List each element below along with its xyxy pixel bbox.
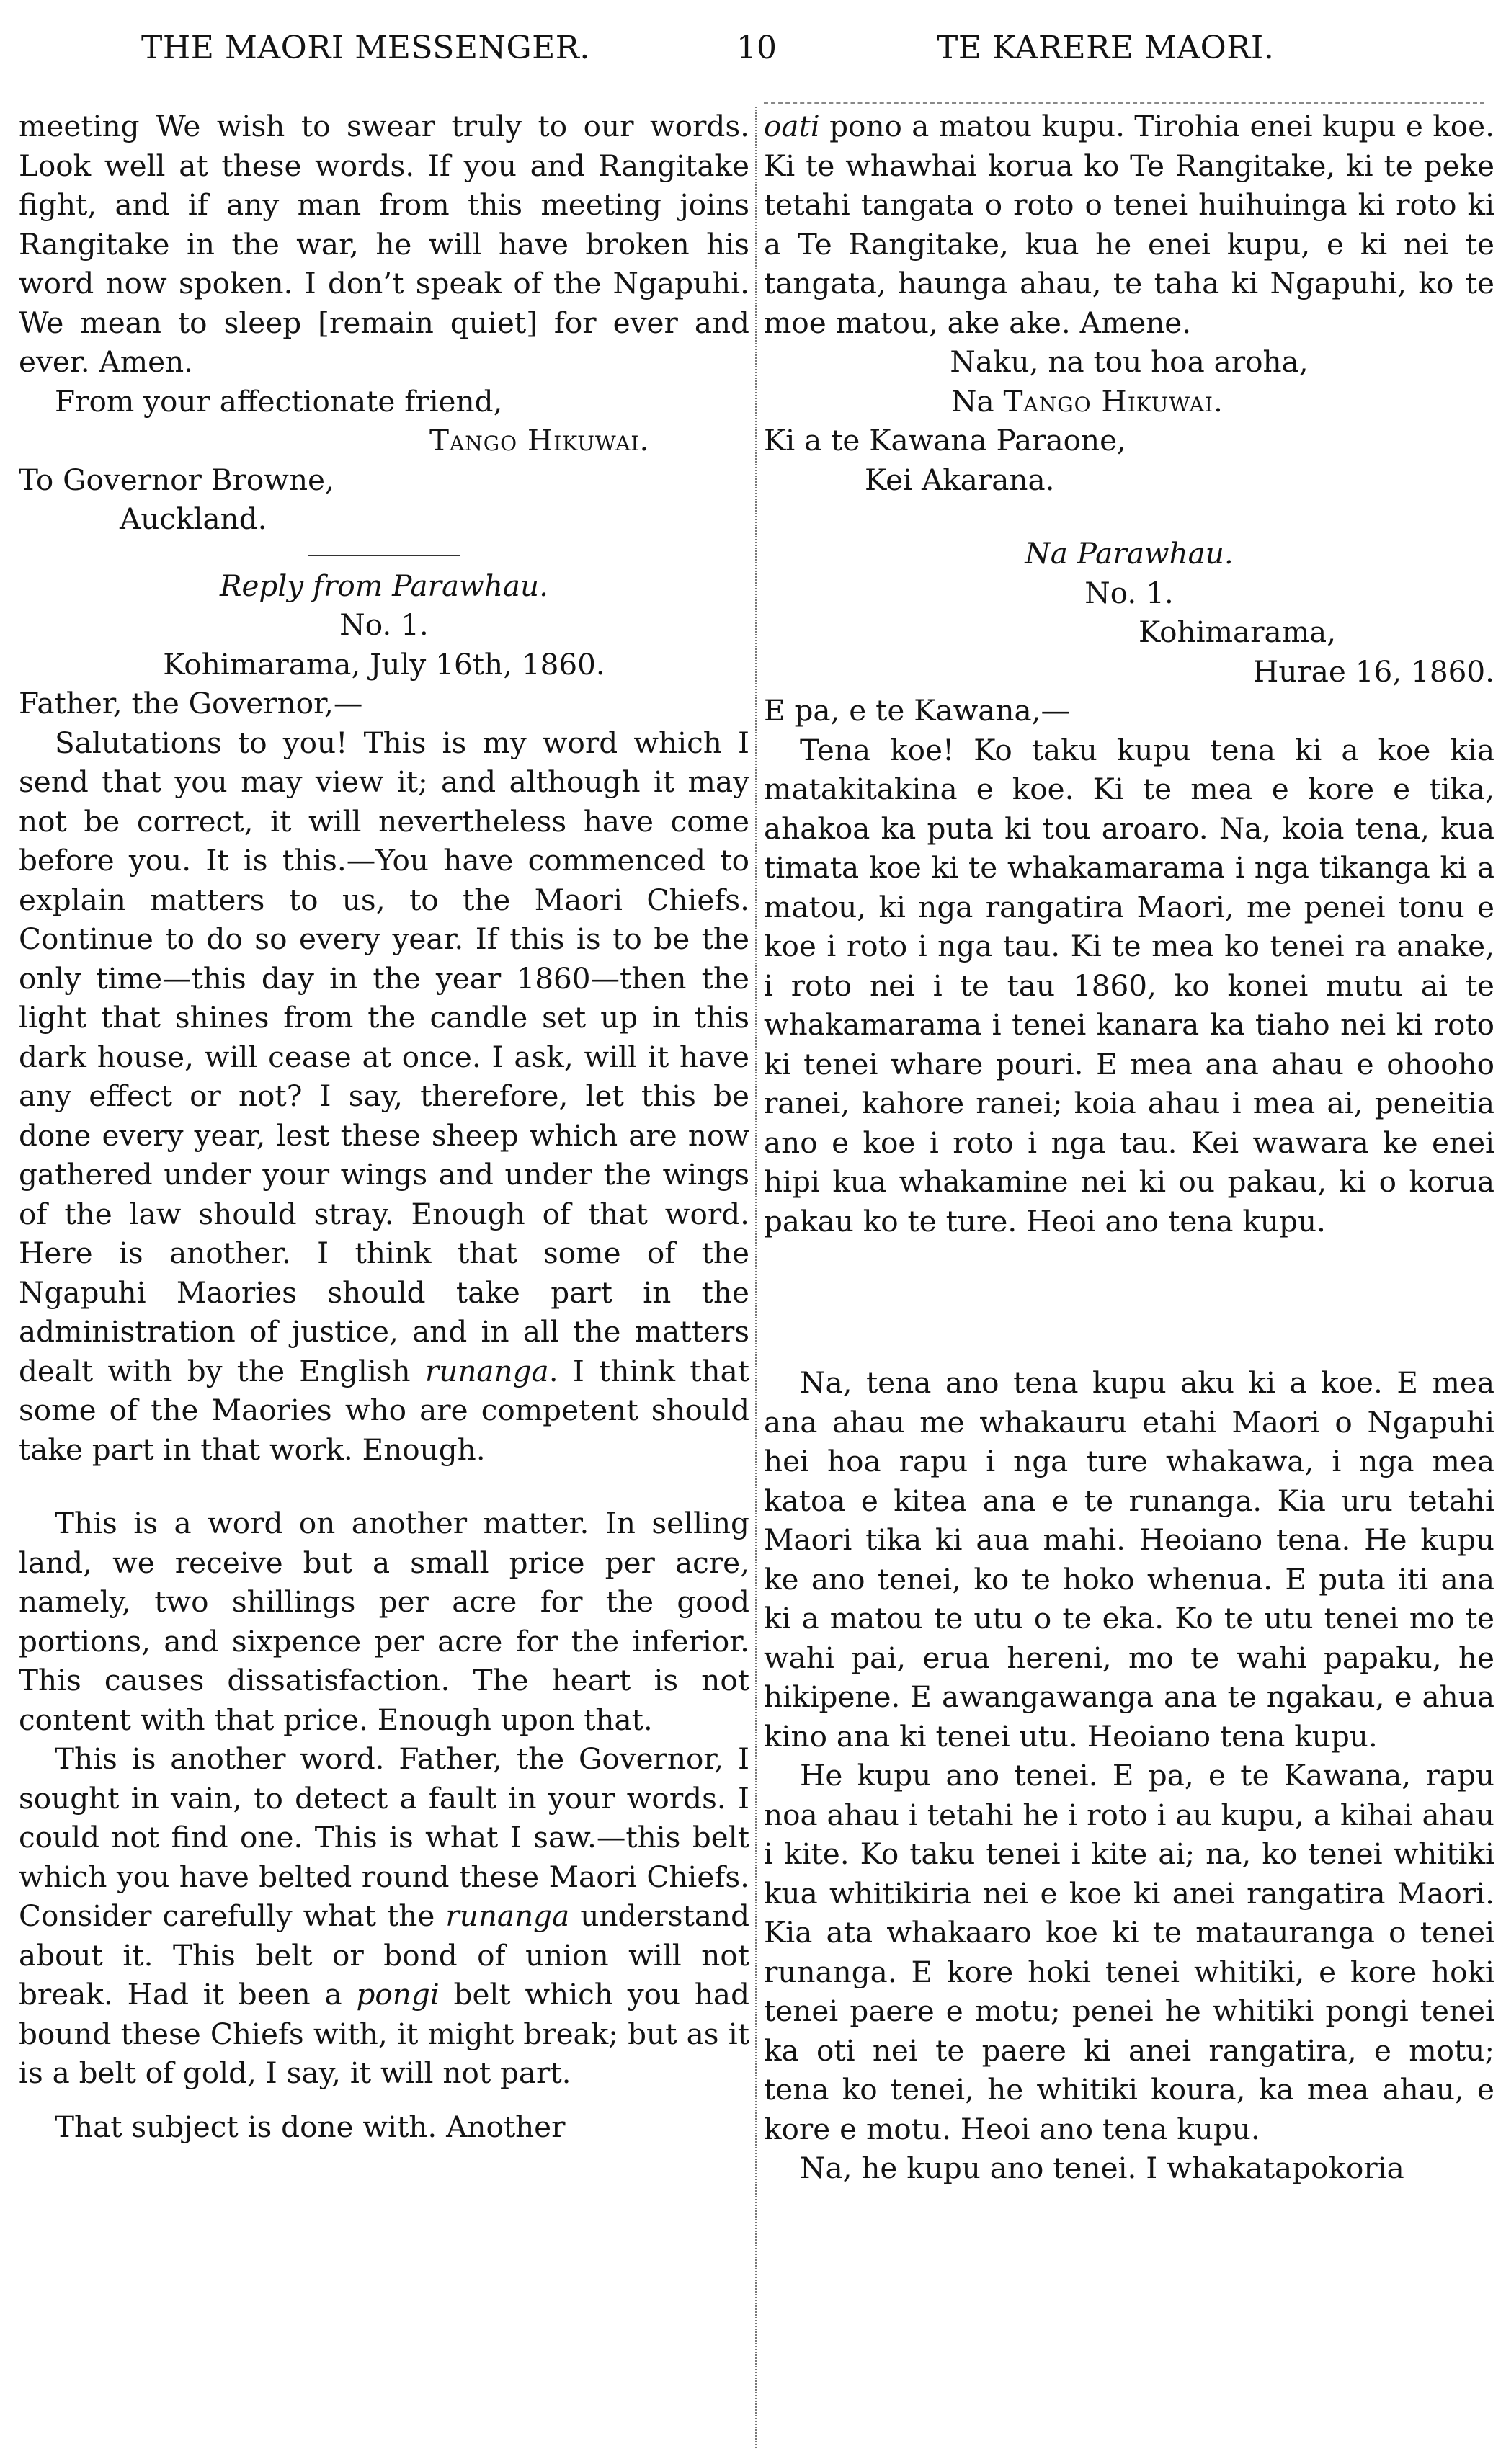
maori-paragraph-2: Na, tena ano tena kupu aku ki a koe. E mea ana ahau me whakauru etahi Maori o Ngapuhi hei hoa rapu i nga ture whakawa, i nga mea katoa e kitea ana e te runanga. Kia uru tetahi Maori tika ki aua mahi. Heoiano tena. He kupu ke ano tenei, ko te hoko whenua. E puta iti ana ki a matou te utu o te eka. Ko te utu tenei mo te wahi pai, erua hereni, mo te wahi papaku, he hikipene. E awangawanga ana te ngakau, e ahua kino ana ki tenei utu. Heoiano tena kupu. (764, 1365, 1494, 1754)
english-paragraph-4: That subject is done with. Another (55, 2109, 566, 2144)
maori-reply-number: No. 1. (1084, 575, 1174, 610)
column-divider (755, 107, 757, 2448)
maori-reply-date: Hurae 16, 1860. (1253, 653, 1494, 689)
english-column (19, 107, 749, 2146)
oati-term: oati (764, 109, 820, 143)
english-reply-heading: Reply from Parawhau. (219, 568, 549, 603)
page-header (0, 0, 1506, 86)
english-paragraph-1-text: Salutations to you! This is my word which I send that you may view it; and although it may not be correct, it will nevertheless have come before you. It is this.—You have commenced to explain matters to us, to the Maori Chiefs. Continue to do so every year. If this is to be the only time—this day in the year 1860—then the light that shines from the candle set up in this dark house, will cease at once. I ask, will it have any effect or not? I say, therefore, let this be done every year, lest these sheep which are now gathered under your wings and under the wings of the law should stray. Enough of that word. Here is another. I think that some of the Ngapuhi Maories should take part in the administration of justice, and in all the matters dealt with by the English (19, 725, 749, 1388)
maori-address-to: Ki a te Kawana Paraone, (764, 423, 1126, 457)
pongi-term: pongi (356, 1977, 440, 2012)
paragraph-gap-large (764, 1241, 1494, 1363)
runanga-term-2: runanga (445, 1898, 570, 1933)
maori-address-place: Kei Akarana. (865, 462, 1055, 497)
maori-intro-paragraph (764, 107, 1494, 342)
maori-signature-prefix: Na (951, 383, 994, 419)
english-reply-date: Kohimarama, July 16th, 1860. (163, 646, 605, 682)
english-paragraph-1 (19, 723, 749, 1470)
maori-paragraph-3: He kupu ano tenei. E pa, e te Kawana, rapu noa ahau i tetahi he i roto i au kupu, a kihai ahau i kite. Ko taku tenei i kite ai; na, ko tenei whitiki kua whitikiria nei e koe ki anei rangatira Maori. Kia ata whakaaro koe ki te matauranga o tenei runanga. E kore hoki tenei whitiki, e kore hoki tenei paere e motu; penei he whitiki pongi tenei ka oti nei te paere ki anei rangatira, e motu; tena ko tenei, he whitiki koura, ka mea ahau, e kore e motu. Heoi ano tena kupu. (764, 1758, 1494, 2146)
paragraph-gap-2 (19, 2093, 749, 2107)
header-title-maori: TE KARERE MAORI. (937, 30, 1275, 66)
english-paragraph-3-a: This is another word. Father, the Governor, I sought in vain, to detect a fault in your words. I could not find one. This is what I saw.—this belt which you have belted round these Maori Chiefs. Consider carefully what the (19, 1741, 749, 1933)
maori-signature (764, 382, 1494, 421)
header-title-english: THE MAORI MESSENGER. (141, 30, 590, 66)
english-paragraph-3-c: belt which you had bound these Chiefs with, it might break; but as it is a belt of gold, I say, it will not part. (19, 1977, 749, 2090)
section-divider (308, 555, 460, 556)
english-paragraph-3-b: understand about it. This belt or bond of union will not break. Had it been a (19, 1898, 749, 2012)
maori-paragraph-1: Tena koe! Ko taku kupu tena ki a koe kia matakitakina e koe. Ki te mea e kore e tika, ahakoa ka puta ki tou aroaro. Na, koia tena, kua timata koe ki te whakamarama i nga tikanga ki a matou, ki nga rangatira Maori, me penei tonu e koe i roto i nga tau. Ki te mea ko tenei ra anake, i roto nei i te tau 1860, ko konei mutu ai te whakamarama i tenei kanara ka tiaho nei ki roto ki tenei whare pouri. E mea ana ahau e ohooho ranei, kahore ranei; koia ahau i mea ai, peneitia ano e koe i roto i nga tau. Kei wawara ke enei hipi kua whakamine nei ki ou pakau, ki o korua pakau ko te ture. Heoi ano tena kupu. (764, 732, 1494, 1238)
maori-column (764, 107, 1494, 2188)
english-paragraph-2: This is a word on another matter. In selling land, we receive but a small price per acre, namely, two shillings per acre for the good portions, and sixpence per acre for the inferior. This causes dissatisfaction. The heart is not content with that price. Enough upon that. (19, 1506, 749, 1737)
english-salutation: Father, the Governor,— (19, 686, 363, 720)
english-reply-number: No. 1. (339, 607, 429, 642)
maori-closing: Naku, na tou hoa aroha, (950, 344, 1309, 379)
section-gap (764, 499, 1494, 534)
maori-paragraph-4: Na, he kupu ano tenei. I whakatapokoria (800, 2151, 1404, 2185)
maori-signature-name: Tango Hikuwai. (1003, 383, 1224, 419)
english-paragraph-3 (19, 1739, 749, 2093)
english-address-place: Auckland. (120, 501, 267, 536)
runanga-term: runanga (424, 1353, 549, 1388)
english-paragraph-1-tail: . I think that some of the Maories who are competent should take part in that work. Enough. (19, 1353, 749, 1467)
english-closing: From your affectionate friend, (55, 383, 503, 419)
header-rule (764, 102, 1484, 104)
maori-intro-text: pono a matou kupu. Tirohia enei kupu e koe. Ki te whawhai korua ko Te Rangitake, ki te peke tetahi tangata o roto o tenei huihuinga ki roto ki a Te Rangitake, kua he enei kupu, e ki nei te tangata, haunga ahau, te taha ki Ngapuhi, ko te moe matou, ake ake. Amene. (764, 109, 1494, 340)
english-address-to: To Governor Browne, (19, 462, 334, 497)
english-signature: Tango Hikuwai. (429, 423, 650, 457)
paragraph-gap (19, 1469, 749, 1504)
maori-salutation: E pa, e te Kawana,— (764, 693, 1071, 728)
english-intro-paragraph: meeting We wish to swear truly to our words. Look well at these words. If you and Rangitake fight, and if any man from this meeting joins Rangitake in the war, he will have broken his word now spoken. I don’t speak of the Ngapuhi. We mean to sleep [remain quiet] for ever and ever. Amen. (19, 109, 749, 379)
maori-reply-place: Kohimarama, (1139, 615, 1337, 649)
maori-reply-heading: Na Parawhau. (1025, 536, 1234, 571)
page-number: 10 (736, 30, 777, 66)
